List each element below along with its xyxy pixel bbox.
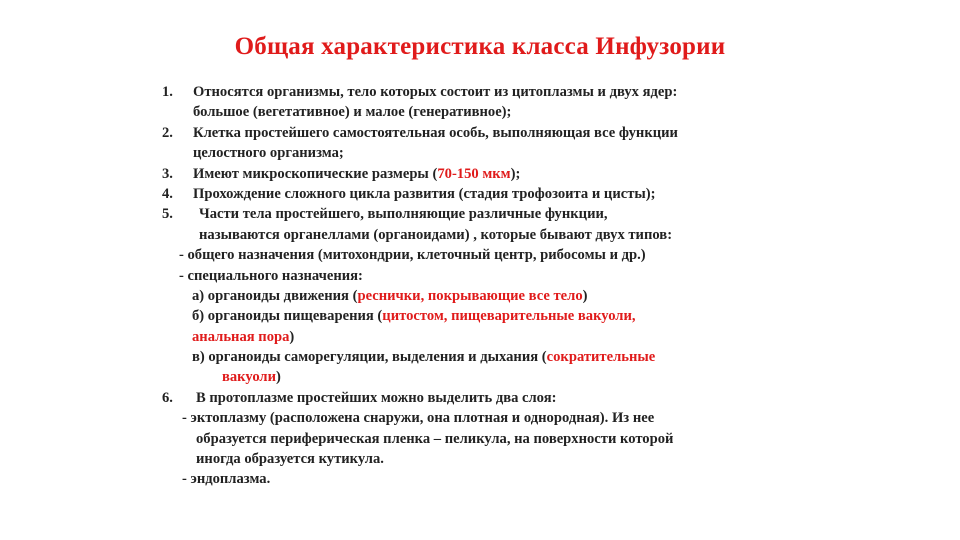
sub-item-text: образуется периферическая пленка – пеликула, на поверхности которой — [196, 430, 674, 447]
list-item-2-line-1 — [162, 123, 852, 143]
list-item-6 — [162, 388, 852, 408]
list-number: 3. — [162, 165, 173, 182]
list-item-3 — [162, 164, 852, 184]
sub-item-text: ) — [276, 369, 281, 386]
highlight-text: 70-150 мкм — [437, 165, 511, 182]
sub-item-text: а) органоиды движения ( — [192, 287, 358, 304]
list-item-2-line-2 — [162, 143, 852, 163]
list-item-text: Части тела простейшего, выполняющие различные функции, — [199, 206, 608, 223]
list-item-text: Имеют микроскопические размеры ( — [193, 165, 438, 182]
list-item-1-line-2 — [162, 102, 852, 122]
sub-item-text: - общего назначения (митохондрии, клеточный центр, рибосомы и др.) — [179, 247, 646, 264]
list-number: 6. — [162, 389, 173, 406]
sub-item-ectoplasm-line-1 — [162, 408, 852, 428]
highlight-text: вакуоли — [222, 369, 277, 386]
list-item-text: Клетка простейшего самостоятельная особь, выполняющая все функции — [193, 124, 678, 141]
sub-item-text: - специального назначения: — [179, 267, 363, 284]
sub-item-ectoplasm-line-3 — [162, 449, 852, 469]
sub-item-b-line-2 — [162, 327, 852, 347]
sub-item-text: ) — [582, 287, 588, 304]
list-item-5-line-1 — [162, 204, 852, 224]
sub-item-a — [162, 286, 852, 306]
content-list — [162, 82, 852, 490]
list-item-text: большое (вегетативное) и малое (генеративное); — [193, 104, 512, 121]
sub-item-special — [162, 266, 852, 286]
sub-item-c-line-2 — [162, 367, 852, 387]
sub-item-general — [162, 245, 852, 265]
list-item-1-line-1 — [162, 82, 852, 102]
list-item-text: называются органеллами (органоидами) , которые бывают двух типов: — [199, 226, 673, 243]
slide-title: Общая характеристика класса Инфузории — [234, 33, 726, 60]
highlight-text: сократительные — [546, 349, 656, 366]
sub-item-text: в) органоиды саморегуляции, выделения и дыхания ( — [192, 349, 547, 366]
sub-item-endoplasm — [162, 469, 852, 489]
sub-item-text: б) органоиды пищеварения ( — [192, 308, 383, 325]
sub-item-text: - эндоплазма. — [182, 471, 271, 488]
list-item-text: В протоплазме простейших можно выделить два слоя: — [196, 389, 557, 406]
sub-item-text: - эктоплазму (расположена снаружи, она плотная и однородная). Из нее — [182, 410, 655, 427]
sub-item-text: ) — [289, 328, 295, 345]
list-item-text: целостного организма; — [193, 145, 344, 162]
list-item-text: Прохождение сложного цикла развития (стадия трофозоита и цисты); — [193, 185, 656, 202]
sub-item-text: иногда образуется кутикула. — [196, 451, 384, 468]
list-number: 2. — [162, 124, 173, 141]
list-number: 1. — [162, 84, 173, 100]
highlight-text: цитостом, пищеварительные вакуоли, — [382, 308, 636, 325]
sub-item-ectoplasm-line-2 — [162, 429, 852, 449]
highlight-text: анальная пора — [192, 328, 290, 345]
list-item-text: ); — [510, 165, 521, 182]
list-item-5-line-2 — [162, 225, 852, 245]
sub-item-b-line-1 — [162, 306, 852, 326]
list-item-4 — [162, 184, 852, 204]
highlight-text: реснички, покрывающие все тело — [357, 287, 583, 304]
list-item-text: Относятся организмы, тело которых состоит из цитоплазмы и двух ядер: — [193, 84, 678, 100]
list-number: 5. — [162, 206, 173, 223]
list-number: 4. — [162, 185, 173, 202]
sub-item-c-line-1 — [162, 347, 852, 367]
